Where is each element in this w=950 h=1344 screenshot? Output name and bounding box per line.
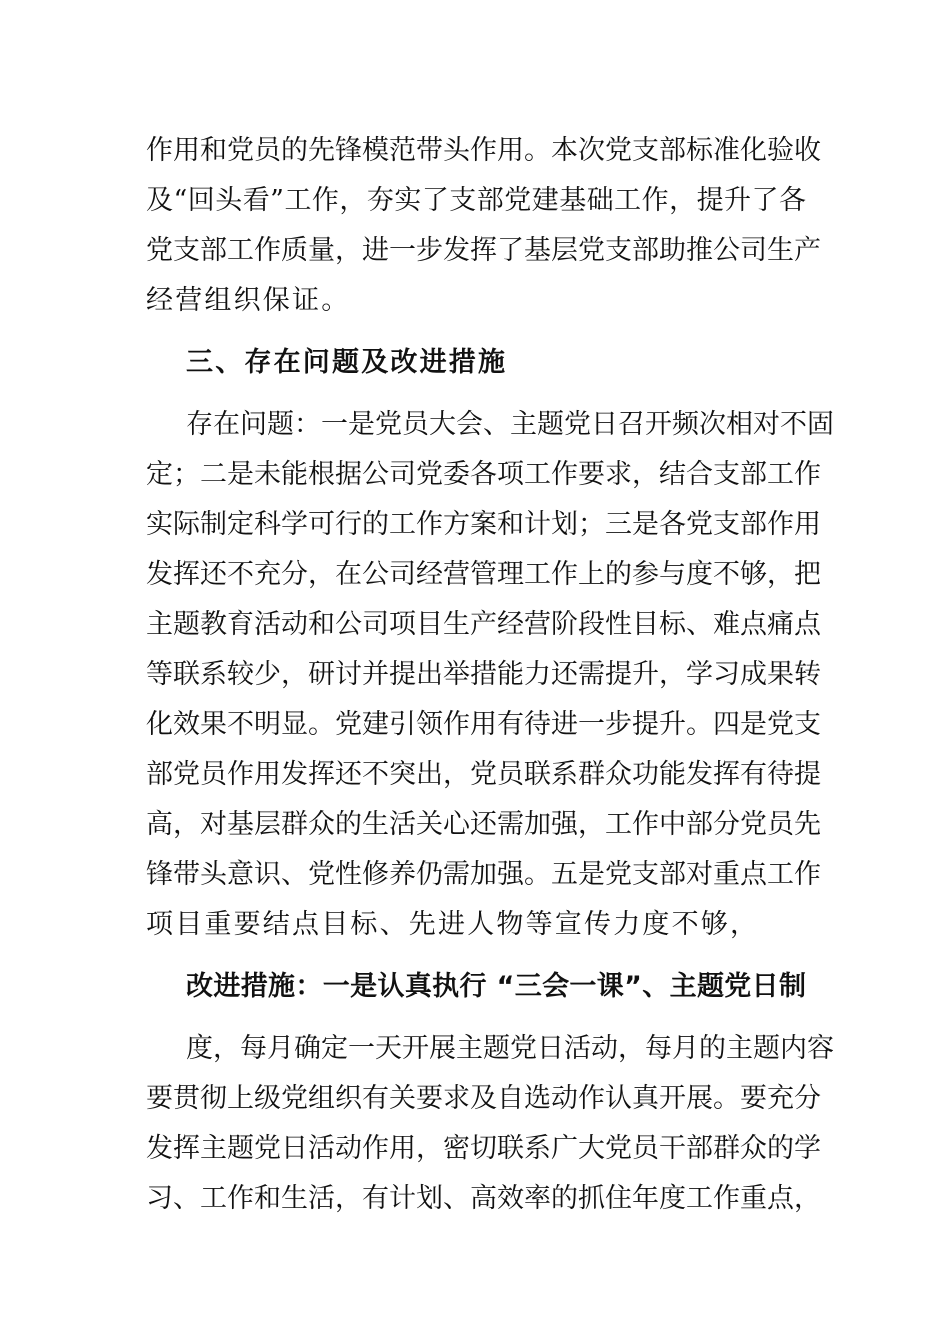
paragraph-line: 高，对基层群众的生活关心还需加强，工作中部分党员先: [146, 809, 821, 840]
paragraph-line: 实际制定科学可行的工作方案和计划；三是各党支部作用: [146, 509, 821, 540]
paragraph-line: 度，每月确定一天开展主题党日活动，每月的主题内容: [186, 1033, 834, 1064]
paragraph-line: 党支部工作质量，进一步发挥了基层党支部助推公司生产: [146, 235, 821, 266]
paragraph-line: 存在问题：一是党员大会、主题党日召开频次相对不固: [186, 409, 834, 440]
paragraph-line: 发挥还不充分，在公司经营管理工作上的参与度不够，把: [146, 559, 821, 590]
paragraph-line: 要贯彻上级党组织有关要求及自选动作认真开展。要充分: [146, 1083, 821, 1114]
paragraph-line: 习、工作和生活，有计划、高效率的抓住年度工作重点，: [146, 1183, 821, 1214]
paragraph-line: 锋带头意识、党性修养仍需加强。五是党支部对重点工作: [146, 859, 821, 890]
paragraph-line: 等联系较少，研讨并提出举措能力还需提升，学习成果转: [146, 659, 821, 690]
paragraph-line: 定；二是未能根据公司党委各项工作要求，结合支部工作: [146, 459, 821, 490]
paragraph-line: 作用和党员的先锋模范带头作用。本次党支部标准化验收: [146, 135, 821, 166]
paragraph-line: 发挥主题党日活动作用，密切联系广大党员干部群众的学: [146, 1133, 821, 1164]
paragraph-line: 项目重要结点目标、先进人物等宣传力度不够，: [146, 909, 760, 940]
paragraph-line: 化效果不明显。党建引领作用有待进一步提升。四是党支: [146, 709, 821, 740]
improvement-heading: 改进措施：一是认真执行 “三会一课”、主题党日制: [186, 971, 806, 1002]
paragraph-line: 主题教育活动和公司项目生产经营阶段性目标、难点痛点: [146, 609, 821, 640]
paragraph-line: 及“回头看”工作，夯实了支部党建基础工作，提升了各: [146, 185, 806, 216]
section-heading: 三、存在问题及改进措施: [186, 347, 508, 378]
paragraph-line: 部党员作用发挥还不突出，党员联系群众功能发挥有待提: [146, 759, 821, 790]
paragraph-line: 经营组织保证。: [146, 285, 351, 316]
